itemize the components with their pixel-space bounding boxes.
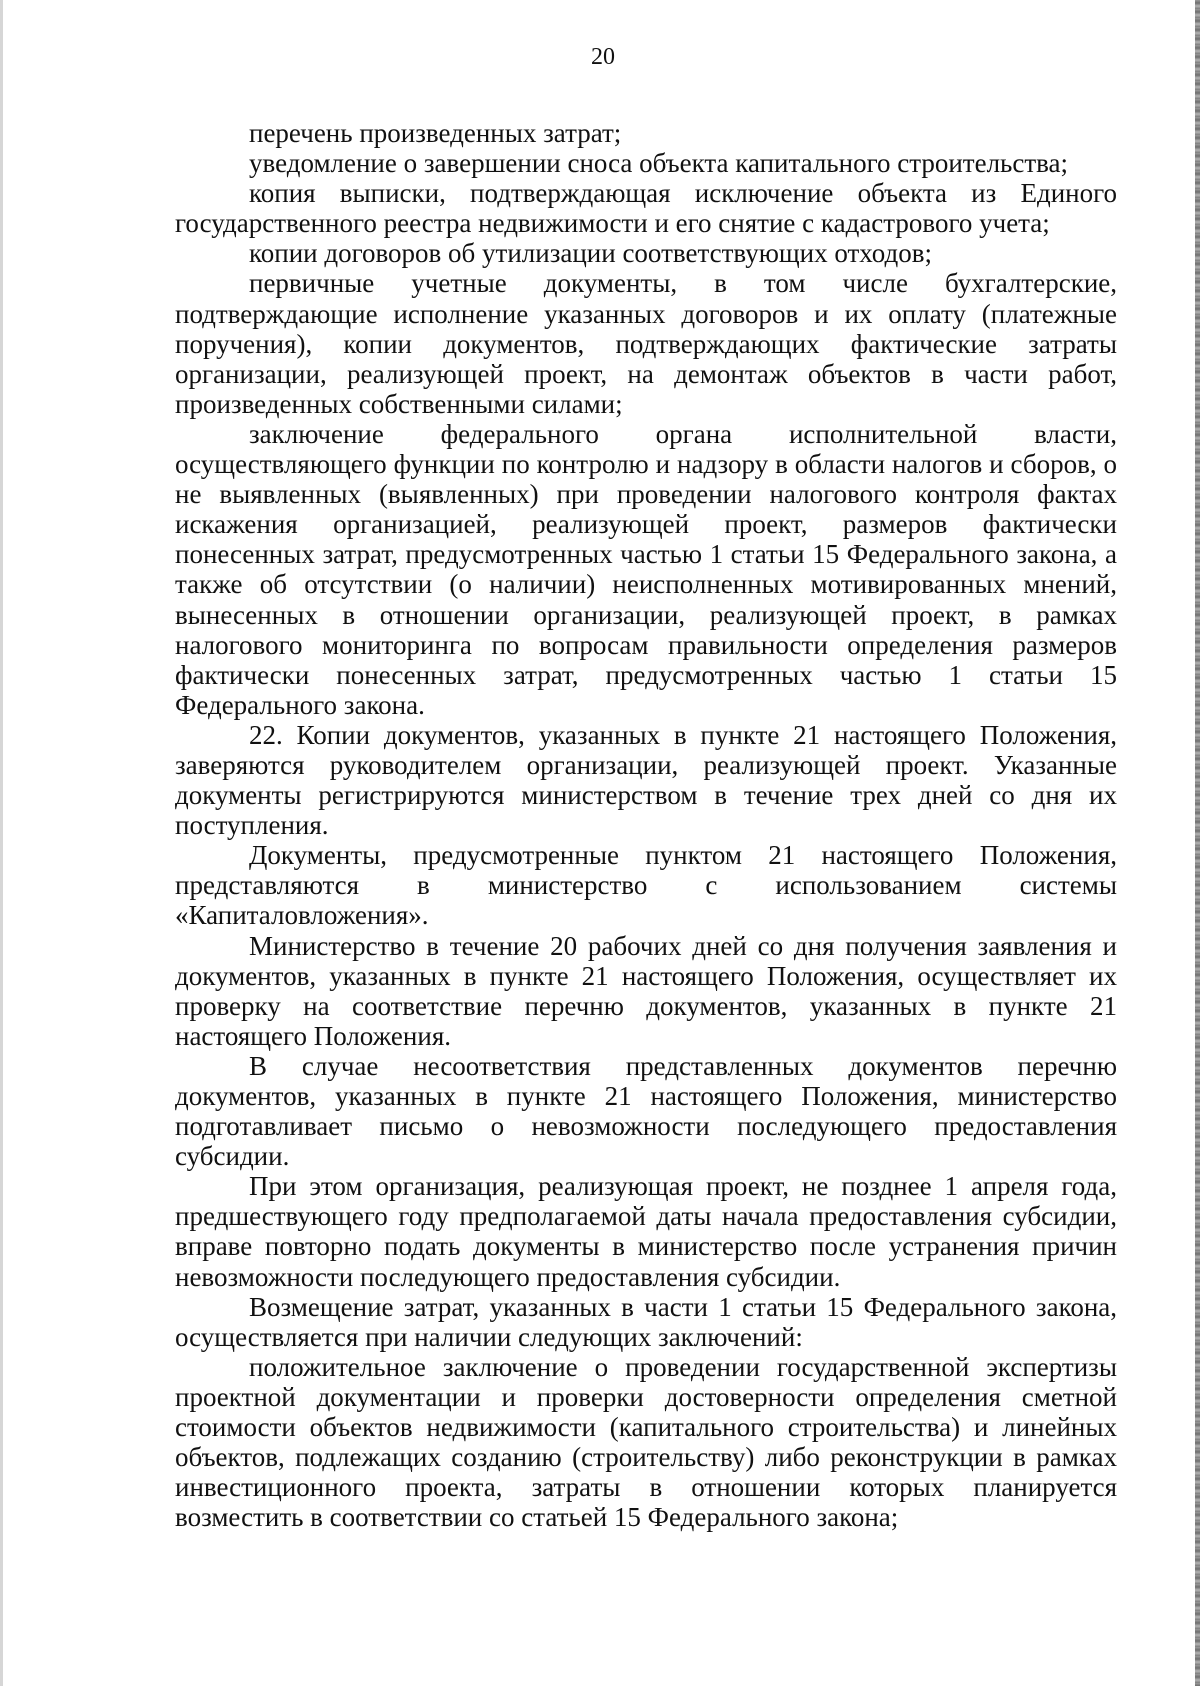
paragraph-list-item-waste-contracts: копии договоров об утилизации соответствующих отходов; [249,238,932,269]
page-number: 20 [591,44,615,70]
paragraph-resubmission: При этом организация, реализующая проект, не позднее 1 апреля года, предшествующего году предполагаемой даты начала предоставления субсидии, вправе повторно подать документы в министерство после устранения причин невозможности последующего предоставления субсидии. [175,1171,1117,1292]
paragraph-list-item-registry-extract: копия выписки, подтверждающая исключение объекта из Единого государственного реестра недвижимости и его снятие с кадастрового учета; [175,178,1117,239]
paragraph-list-item-demolition-notice: уведомление о завершении сноса объекта капитального строительства; [249,148,1069,179]
document-body [175,118,1117,1532]
paragraph-submission-system: Документы, предусмотренные пунктом 21 настоящего Положения, представляются в министерство с использованием системы «Капиталовложения». [175,840,1117,931]
paragraph-list-item-costs: перечень произведенных затрат; [249,118,622,148]
paragraph-nonconformity: В случае несоответствия представленных документов перечню документов, указанных в пункте 21 настоящего Положения, министерство подготавливает письмо о невозможности последующего предоставления субсидии. [175,1050,1117,1172]
paragraph-state-expertise: положительное заключение о проведении государственной экспертизы проектной документации и проверки достоверности определения сметной стоимости объектов недвижимости (капитального строительства) и линейных объектов, подлежащих созданию (строительству) либо реконструкции в рамках инвестиционного проекта, затраты в отношении которых планируется возместить в соответствии со статьей 15 Федерального закона; [175,1351,1117,1533]
paragraph-clause-22: 22. Копии документов, указанных в пункте 21 настоящего Положения, заверяются руководителем организации, реализующей проект. Указанные документы регистрируются министерством в течение трех дней со дня их поступления. [175,719,1117,841]
paragraph-list-item-tax-authority-conclusion: заключение федерального органа исполнительной власти, осуществляющего функции по контролю и надзору в области налогов и сборов, о не выявленных (выявленных) при проведении налогового контроля фактах искажения организацией, реализующей проект, размеров фактически понесенных затрат, предусмотренных частью 1 статьи 15 Федерального закона, а также об отсутствии (о наличии) неисполненных мотивированных мнений, вынесенных в отношении организации, реализующей проект, в рамках налогового мониторинга по вопросам правильности определения размеров фактически понесенных затрат, предусмотренных частью 1 статьи 15 Федерального закона. [175,418,1117,720]
paragraph-ministry-review: Министерство в течение 20 рабочих дней со дня получения заявления и документов, указанных в пункте 21 настоящего Положения, осуществляет их проверку на соответствие перечню документов, указанных в пункте 21 настоящего Положения. [175,930,1117,1051]
scan-edge [1195,0,1200,1686]
paragraph-reimbursement-conditions: Возмещение затрат, указанных в части 1 статьи 15 Федерального закона, осуществляется при наличии следующих заключений: [175,1291,1117,1352]
paragraph-list-item-accounting-documents: первичные учетные документы, в том числе бухгалтерские, подтверждающие исполнение указанных договоров и их оплату (платежные поручения), копии документов, подтверждающих фактические затраты организации, реализующей проект, на демонтаж объектов в части работ, произведенных собственными силами; [175,268,1117,419]
